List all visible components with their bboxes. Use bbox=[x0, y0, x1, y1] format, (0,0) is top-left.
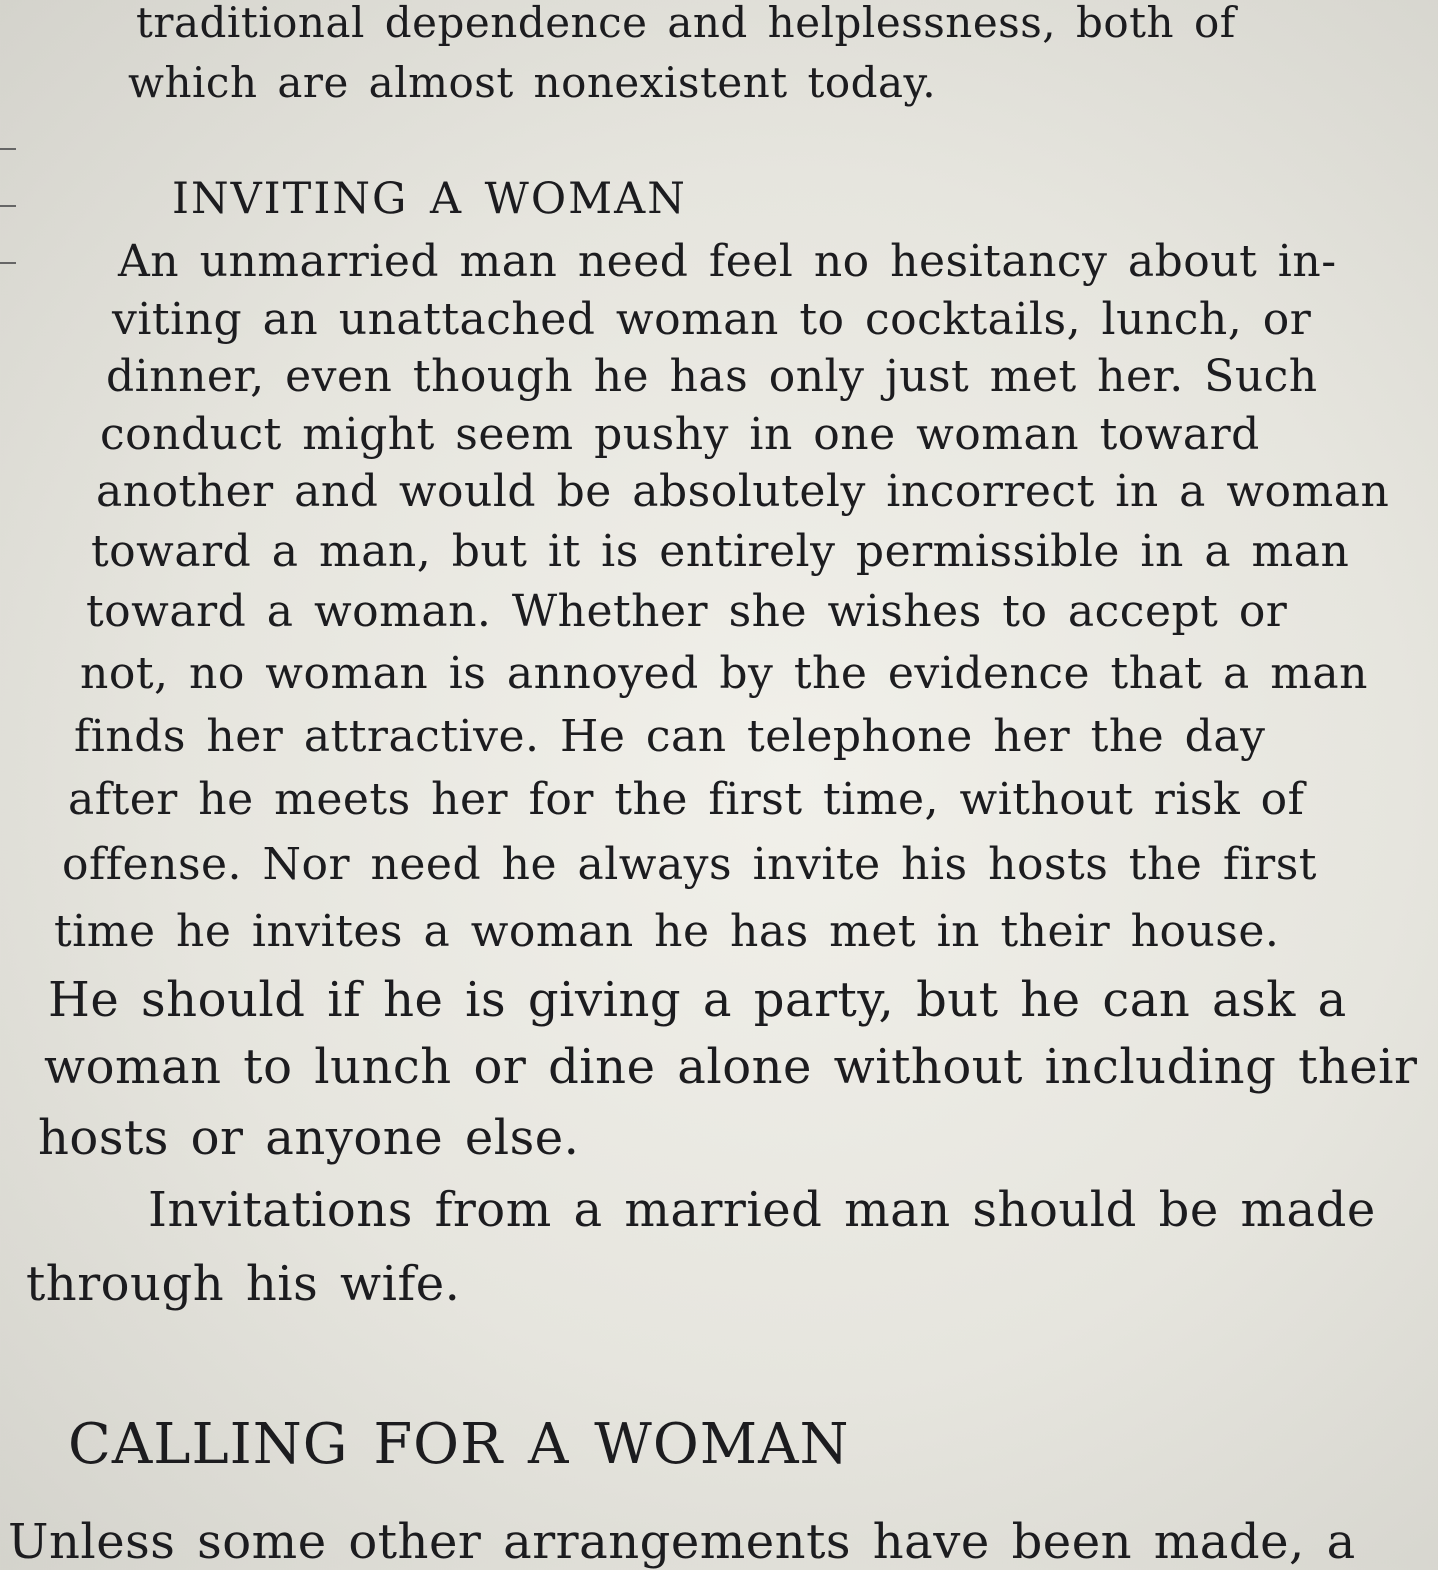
body-line: finds her attractive. He can telephone her the day bbox=[74, 711, 1266, 762]
section-heading-calling: CALLING FOR A WOMAN bbox=[68, 1412, 850, 1477]
body-line: He should if he is giving a party, but he can ask a bbox=[48, 972, 1347, 1028]
body-line: toward a man, but it is entirely permissible in a man bbox=[91, 526, 1350, 577]
body-line: another and would be absolutely incorrect in a woman bbox=[96, 466, 1390, 517]
intro-line: traditional dependence and helplessness, both of bbox=[136, 0, 1236, 47]
margin-mark bbox=[0, 262, 16, 264]
margin-mark bbox=[0, 205, 16, 207]
intro-line: which are almost nonexistent today. bbox=[128, 58, 937, 107]
body-line: after he meets her for the first time, without risk of bbox=[68, 774, 1305, 825]
section-heading-inviting: INVITING A WOMAN bbox=[172, 174, 687, 224]
body-line: viting an unattached woman to cocktails, lunch, or bbox=[112, 294, 1312, 345]
body-line: through his wife. bbox=[26, 1256, 461, 1312]
body-line: time he invites a woman he has met in their house. bbox=[54, 906, 1280, 957]
margin-mark bbox=[0, 148, 16, 150]
body-line: hosts or anyone else. bbox=[38, 1110, 580, 1166]
body-line: Invitations from a married man should be made bbox=[148, 1182, 1376, 1238]
body-line: conduct might seem pushy in one woman toward bbox=[100, 409, 1260, 460]
body-line: toward a woman. Whether she wishes to accept or bbox=[86, 586, 1288, 637]
body-line: Unless some other arrangements have been made, a bbox=[8, 1514, 1356, 1570]
body-line: dinner, even though he has only just met her. Such bbox=[106, 351, 1318, 402]
body-line: An unmarried man need feel no hesitancy about in- bbox=[118, 236, 1337, 287]
body-line: woman to lunch or dine alone without including their bbox=[44, 1039, 1418, 1095]
body-line: offense. Nor need he always invite his hosts the first bbox=[62, 839, 1317, 890]
body-line: not, no woman is annoyed by the evidence that a man bbox=[80, 648, 1368, 699]
